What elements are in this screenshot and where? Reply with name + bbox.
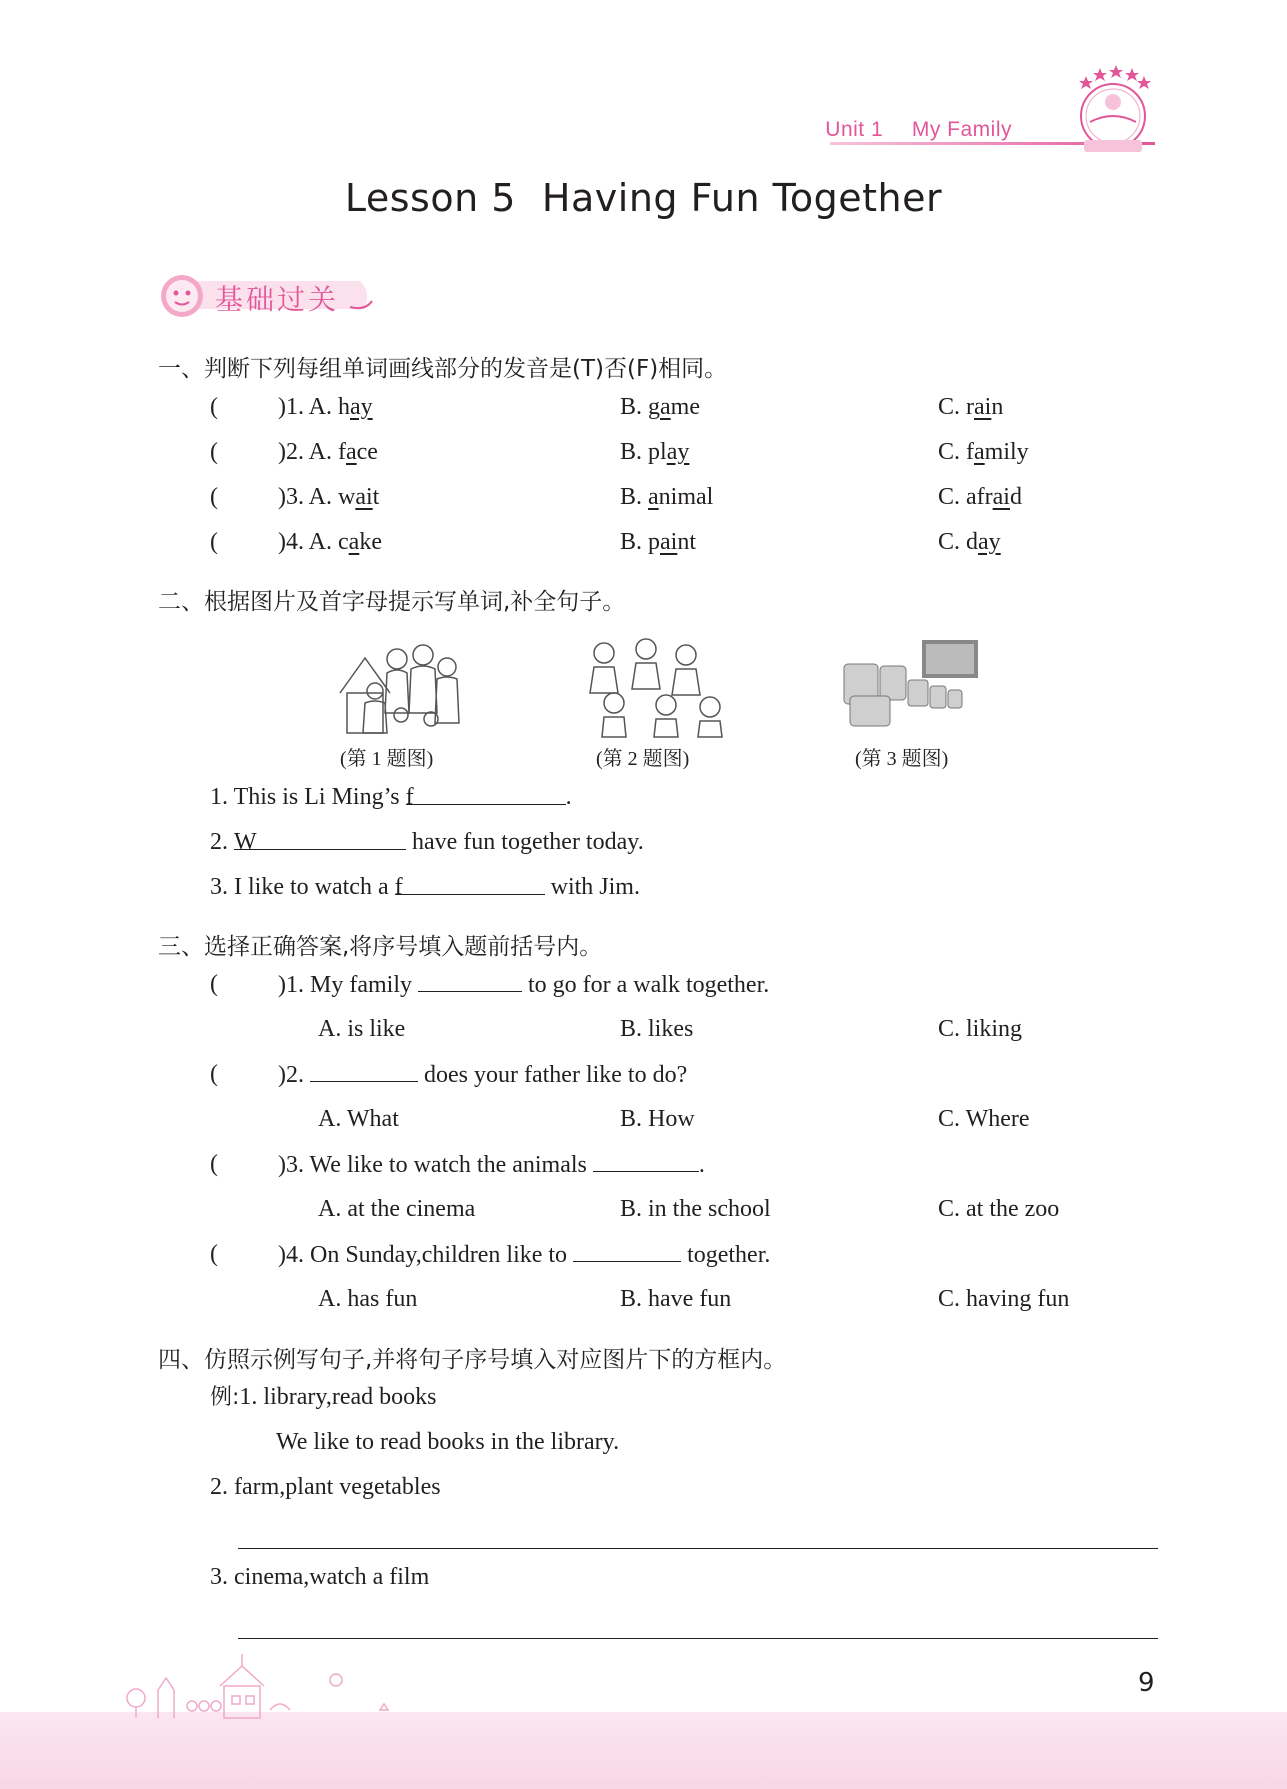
q3-question-2: [278, 1057, 687, 1091]
blank-answer-1[interactable]: f: [406, 780, 566, 805]
q2-sentence-2: 2. W have fun together today.: [210, 825, 644, 859]
q1-item-4-option-b: [620, 525, 696, 559]
q1-item-4-option-a: [278, 525, 382, 559]
underlined-letters: ay: [350, 394, 373, 420]
word-part: C. f: [938, 439, 974, 465]
question-text: )1. My family: [278, 972, 418, 998]
example-prompt: 1. library,read books: [239, 1384, 437, 1410]
underlined-letters: a: [348, 529, 360, 555]
word-part: nimal: [658, 484, 714, 510]
lesson-title: [0, 176, 1287, 220]
q1-item-1-option-b: [620, 390, 700, 424]
underlined-letters: ay: [978, 529, 1001, 555]
word-part: d: [1009, 484, 1022, 510]
lesson-number: Lesson 5: [344, 176, 516, 220]
q3-question-2-option-c: C. Where: [938, 1106, 1030, 1132]
q2-sentence-1: 1. This is Li Ming’s f .: [210, 780, 572, 814]
q4-example: [210, 1380, 436, 1414]
answer-paren[interactable]: (: [210, 439, 218, 465]
underlined-letters: ai: [992, 484, 1010, 510]
q3-question-1-option-b: B. likes: [620, 1016, 694, 1042]
picture-caption-2: (第 2 题图): [596, 748, 690, 770]
word-part: t: [372, 484, 380, 510]
question-blank[interactable]: [310, 1057, 418, 1082]
answer-paren[interactable]: (: [210, 971, 218, 997]
unit-header: [825, 118, 1012, 142]
word-part: B. g: [620, 394, 661, 420]
q1-item-2-option-c: [938, 435, 1029, 469]
q1-item-3-option-c: [938, 480, 1022, 514]
word-part: w: [338, 484, 356, 510]
answer-paren[interactable]: (: [210, 1241, 218, 1267]
q1-item-2-option-a: [278, 435, 378, 469]
q1-heading: 一、判断下列每组单词画线部分的发音是(T)否(F)相同。: [158, 356, 728, 382]
q3-question-3-option-c: C. at the zoo: [938, 1196, 1060, 1222]
q3-question-4-option-a: A. has fun: [318, 1286, 418, 1312]
word-part: C. r: [938, 394, 974, 420]
q1-item-3-option-b: [620, 480, 713, 514]
word-part: B. pl: [620, 439, 667, 465]
word-part: mily: [984, 439, 1029, 465]
underlined-letters: a: [648, 484, 659, 510]
word-part: me: [670, 394, 700, 420]
q3-question-1-option-c: C. liking: [938, 1016, 1023, 1042]
q3-question-3: [278, 1147, 705, 1181]
answer-paren[interactable]: (: [210, 484, 218, 510]
word-part: c: [338, 529, 349, 555]
underlined-letters: a: [660, 394, 671, 420]
footer-band: [0, 1712, 1287, 1789]
example-answer: We like to read books in the library.: [276, 1429, 620, 1455]
picture-caption-3: (第 3 题图): [855, 748, 949, 770]
item-number: )2. A.: [278, 439, 338, 465]
unit-title: My Family: [911, 118, 1012, 141]
publisher-seal-logo: [1072, 62, 1154, 158]
item-number: )1. A.: [278, 394, 338, 420]
word-part: nt: [677, 529, 697, 555]
q1-item-2-option-b: [620, 435, 689, 469]
page-number: 9: [1138, 1668, 1155, 1698]
q4-prompt-3: 3. cinema,watch a film: [210, 1564, 430, 1590]
answer-paren[interactable]: (: [210, 529, 218, 555]
family-picture: [335, 633, 465, 739]
underlined-letters: a: [974, 439, 985, 465]
q3-question-2-option-a: A. What: [318, 1106, 399, 1132]
q1-item-3-option-a: [278, 480, 379, 514]
q4-prompt-2: 2. farm,plant vegetables: [210, 1474, 441, 1500]
blank-answer-2[interactable]: W: [234, 825, 406, 850]
town-decoration-icon: [120, 1650, 430, 1720]
question-blank[interactable]: [593, 1147, 699, 1172]
q1-item-4-option-c: [938, 525, 1001, 559]
question-text: together.: [681, 1242, 771, 1268]
question-text: does your father like to do?: [418, 1062, 688, 1088]
word-part: C. d: [938, 529, 979, 555]
lesson-name: Having Fun Together: [541, 176, 943, 220]
q2-sentence-3: 3. I like to watch a f with Jim.: [210, 870, 640, 904]
word-part: C. afr: [938, 484, 993, 510]
q1-item-1-option-c: [938, 390, 1003, 424]
answer-line-3[interactable]: [238, 1638, 1158, 1639]
q3-question-4: [278, 1237, 770, 1271]
q2-heading: 二、根据图片及首字母提示写单词,补全句子。: [158, 589, 626, 615]
example-label: 例:: [210, 1385, 240, 1410]
word-part: f: [338, 439, 346, 465]
q3-question-2-option-b: B. How: [620, 1106, 695, 1132]
question-text: )2.: [278, 1062, 310, 1088]
underlined-letters: ai: [974, 394, 992, 420]
word-part: B. p: [620, 529, 661, 555]
answer-paren[interactable]: (: [210, 1151, 218, 1177]
section-banner-label: 基础过关: [215, 283, 340, 316]
word-part: B.: [620, 484, 649, 510]
answer-paren[interactable]: (: [210, 394, 218, 420]
q3-question-4-option-b: B. have fun: [620, 1286, 732, 1312]
q3-question-1: [278, 967, 769, 1001]
q3-question-1-option-a: A. is like: [318, 1016, 406, 1042]
q3-heading: 三、选择正确答案,将序号填入题前括号内。: [158, 934, 603, 960]
answer-line-2[interactable]: [238, 1548, 1158, 1549]
q1-item-1-option-a: [278, 390, 373, 424]
question-text: )3. We like to watch the animals: [278, 1152, 593, 1178]
picture-caption-1: (第 1 题图): [340, 748, 434, 770]
children-picture: [574, 633, 729, 739]
cinema-picture: [840, 636, 980, 736]
q3-question-3-option-b: B. in the school: [620, 1196, 771, 1222]
question-text: to go for a walk together.: [521, 972, 770, 998]
question-text: .: [698, 1152, 705, 1178]
item-number: )4. A.: [278, 529, 338, 555]
q3-question-4-option-c: C. having fun: [938, 1286, 1070, 1312]
q4-heading: 四、仿照示例写句子,并将句子序号填入对应图片下的方框内。: [158, 1347, 787, 1373]
unit-label: Unit 1: [825, 118, 884, 141]
word-part: h: [338, 394, 350, 420]
underlined-letters: ai: [660, 529, 678, 555]
answer-paren[interactable]: (: [210, 1061, 218, 1087]
blank-answer-3[interactable]: f: [395, 870, 545, 895]
item-number: )3. A.: [278, 484, 338, 510]
underlined-letters: a: [346, 439, 357, 465]
question-blank[interactable]: [418, 967, 522, 992]
word-part: ce: [356, 439, 378, 465]
q3-question-3-option-a: A. at the cinema: [318, 1196, 476, 1222]
word-part: ke: [359, 529, 382, 555]
question-blank[interactable]: [573, 1237, 681, 1262]
question-text: )4. On Sunday,children like to: [278, 1242, 574, 1268]
word-part: n: [991, 394, 1004, 420]
underlined-letters: ay: [666, 439, 690, 465]
underlined-letters: ai: [355, 484, 373, 510]
